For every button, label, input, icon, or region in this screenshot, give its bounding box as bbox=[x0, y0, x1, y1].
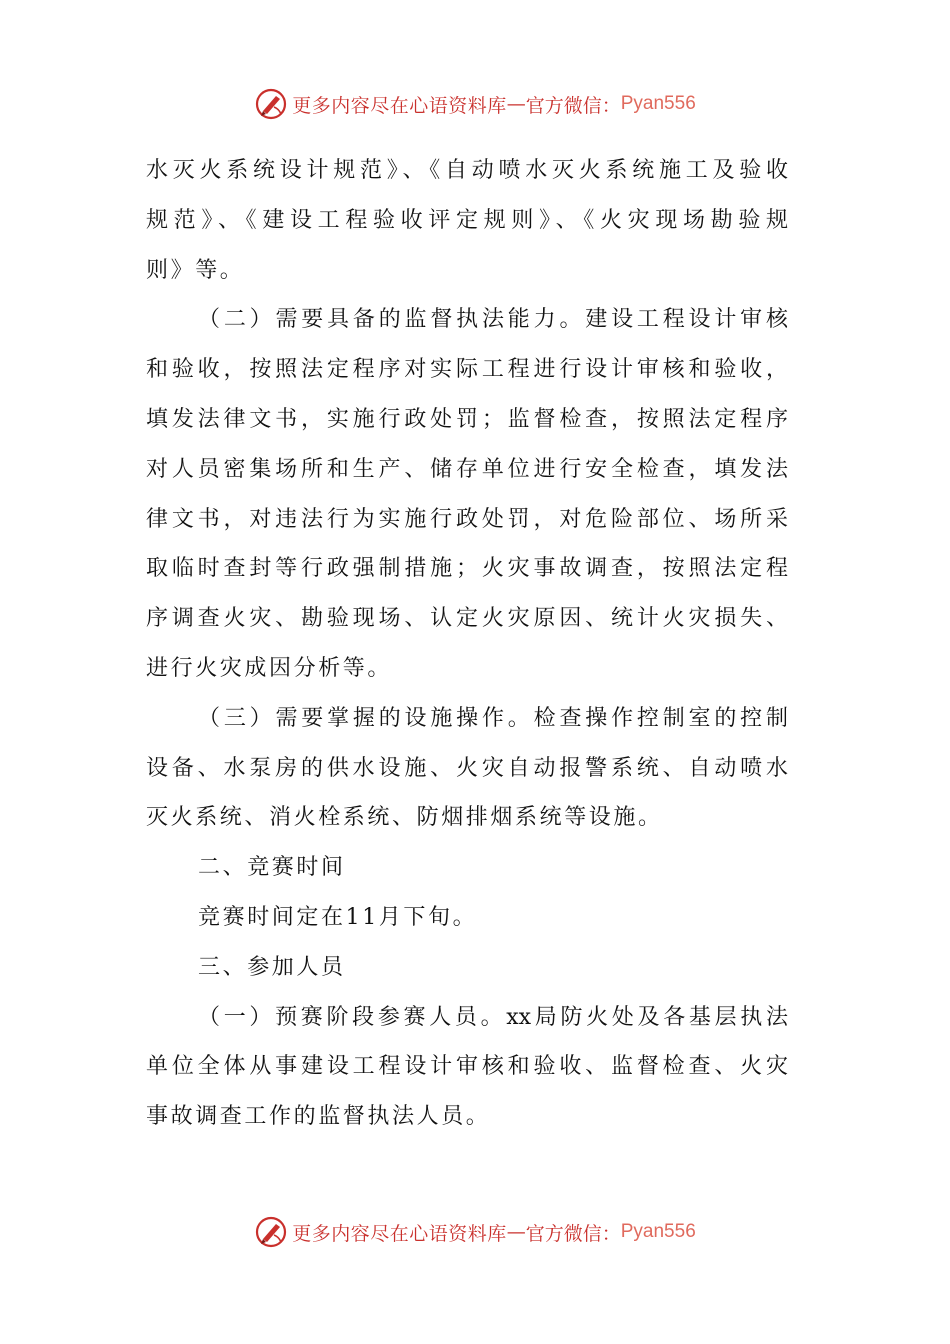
text-line: 灭火系统、消火栓系统、防烟排烟系统等设施。 bbox=[146, 805, 663, 831]
text-line: 取临时查封等行政强制措施；火灾事故调查，按照法定程 bbox=[146, 556, 788, 582]
text-line: 竞赛时间定在11月下旬。 bbox=[198, 904, 478, 930]
text-line: 序调查火灾、勘验现场、认定火灾原因、统计火灾损失、 bbox=[146, 606, 788, 632]
banner-main-text: 更多内容尽在心语资料库 bbox=[292, 1222, 507, 1245]
section-heading: 三、参加人员 bbox=[198, 954, 346, 980]
pen-logo-icon bbox=[254, 1215, 288, 1249]
banner-dash: — bbox=[506, 93, 526, 115]
text-line: 进行火灾成因分析等。 bbox=[146, 655, 393, 681]
document-body bbox=[146, 146, 788, 1142]
text-line: 水灭火系统设计规范》、《自动喷水灭火系统施工及验收 bbox=[146, 158, 788, 183]
header-banner bbox=[0, 84, 950, 124]
text-line: 则》等。 bbox=[146, 257, 245, 283]
text-line: 单位全体从事建设工程设计审核和验收、监督检查、火灾 bbox=[146, 1054, 788, 1080]
banner-dash: — bbox=[506, 1221, 526, 1243]
banner-wechat-id: Pyan556 bbox=[620, 1221, 696, 1242]
text-line: （一）预赛阶段参赛人员。xx局防火处及各基层执法 bbox=[198, 1004, 788, 1030]
text-line: （二）需要具备的监督执法能力。建设工程设计审核 bbox=[198, 307, 788, 333]
text-line: （三）需要掌握的设施操作。检查操作控制室的控制 bbox=[198, 705, 788, 731]
text-line: 和验收，按照法定程序对实际工程进行设计审核和验收， bbox=[146, 357, 788, 383]
banner-wechat-id: Pyan556 bbox=[620, 93, 696, 114]
text-line: 规范》、《建设工程验收评定规则》、《火灾现场勘验规 bbox=[146, 207, 788, 233]
text-line: 对人员密集场所和生产、储存单位进行安全检查，填发法 bbox=[146, 456, 788, 482]
section-heading: 二、竞赛时间 bbox=[198, 855, 346, 881]
banner-main-text: 更多内容尽在心语资料库 bbox=[292, 94, 507, 117]
text-line: 律文书，对违法行为实施行政处罚，对危险部位、场所采 bbox=[146, 506, 788, 532]
text-line: 设备、水泵房的供水设施、火灾自动报警系统、自动喷水 bbox=[146, 755, 788, 781]
pen-logo-icon bbox=[254, 87, 288, 121]
text-line: 填发法律文书，实施行政处罚；监督检查，按照法定程序 bbox=[146, 406, 788, 432]
footer-banner bbox=[0, 1212, 950, 1252]
text-line: 事故调查工作的监督执法人员。 bbox=[146, 1104, 491, 1130]
banner-wechat-label: 官方微信： bbox=[525, 94, 621, 117]
banner-wechat-label: 官方微信： bbox=[525, 1222, 621, 1245]
